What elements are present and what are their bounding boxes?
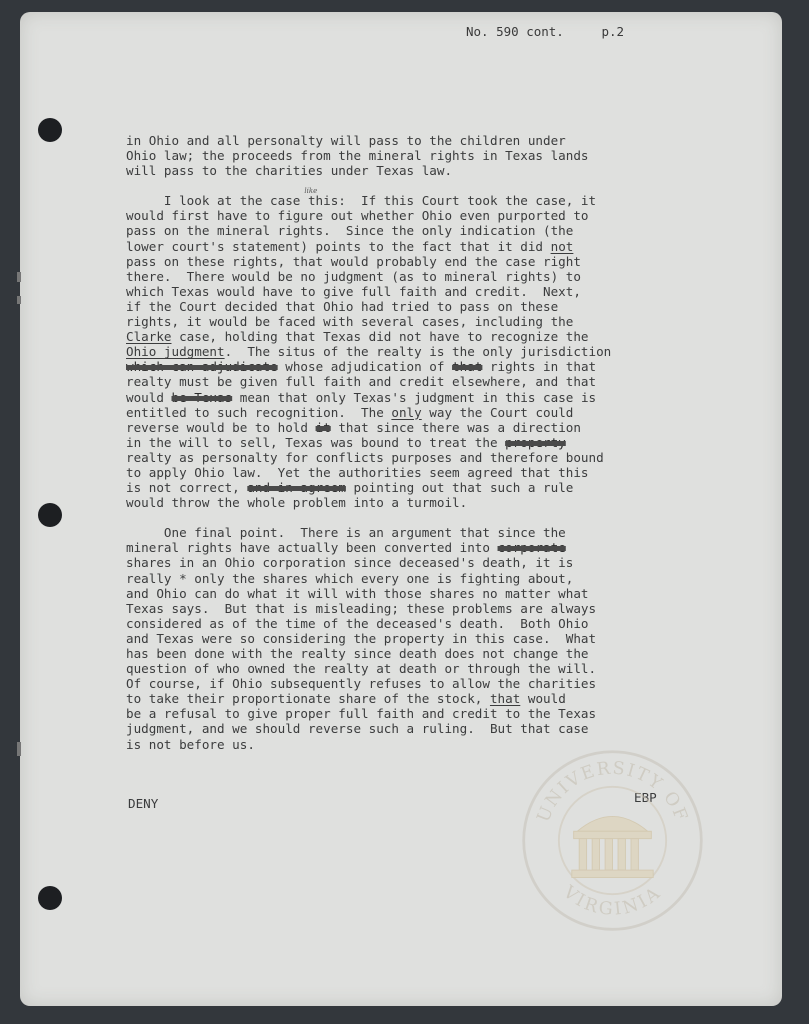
text-line: question of who owned the realty at death or through the will. [126, 661, 597, 677]
text-line: realty as personalty for conflicts purposes and therefore bound [126, 449, 604, 465]
text-line: which Texas would have to give full faith and credit. Next, [126, 283, 581, 299]
text-line: reverse would be to hold it that since there was a direction [126, 419, 581, 435]
text-line: is not before us. [126, 736, 255, 752]
text-line: to apply Ohio law. Yet the authorities seem agreed that this [126, 464, 589, 480]
page-header: No. 590 cont. p.2 [466, 24, 625, 39]
text-line: there. There would be no judgment (as to mineral rights) to [126, 268, 581, 284]
text-line: is not correct, and in agreem pointing out that such a rule [126, 480, 574, 496]
text-line: pass on the mineral rights. Since the only indication (the [126, 223, 574, 239]
binder-hole-top [38, 118, 62, 142]
text-line: mineral rights have actually been converted into corporate [126, 540, 566, 556]
author-initials: EBP [634, 790, 657, 805]
text-line: if the Court decided that Ohio had tried to pass on these [126, 298, 559, 314]
text-line: would be Texas mean that only Texas's judgment in this case is [126, 389, 597, 405]
binder-hole-middle [38, 503, 62, 527]
text-line: Clarke case, holding that Texas did not have to recognize the [126, 329, 589, 345]
text-line: judgment, and we should reverse such a ruling. But that case [126, 721, 589, 737]
text-line: Texas says. But that is misleading; these problems are always [126, 600, 597, 616]
text-line: Ohio law; the proceeds from the mineral rights in Texas lands [126, 148, 589, 164]
text-line: Of course, if Ohio subsequently refuses to allow the charities [126, 676, 597, 692]
text-line: One final point. There is an argument that since the [126, 525, 566, 541]
memo-body [126, 133, 726, 752]
text-line: shares in an Ohio corporation since deceased's death, it is [126, 555, 574, 571]
margin-mark [17, 296, 21, 304]
disposition-deny: DENY [128, 796, 159, 811]
binder-hole-bottom [38, 886, 62, 910]
text-line: rights, it would be faced with several cases, including the [126, 314, 574, 330]
text-line: realty must be given full faith and credit elsewhere, and that [126, 374, 597, 390]
text-line: to take their proportionate share of the stock, that would [126, 691, 566, 707]
text-line: would throw the whole problem into a turmoil. [126, 495, 468, 511]
text-line: lower court's statement) points to the fact that it did not [126, 238, 574, 254]
text-line: I look at the case like this: If this Court took the case, it [126, 193, 726, 208]
text-line: will pass to the charities under Texas law. [126, 163, 453, 179]
handwritten-insert: like [304, 187, 318, 196]
text-line: in Ohio and all personalty will pass to the children under [126, 133, 566, 148]
text-line: really * only the shares which every one is fighting about, [126, 570, 574, 586]
text-line: Ohio judgment. The situs of the realty is the only jurisdiction [126, 344, 612, 360]
margin-mark [17, 742, 21, 756]
text-line: considered as of the time of the deceased's death. Both Ohio [126, 615, 589, 631]
text-line: and Texas were so considering the property in this case. What [126, 630, 597, 646]
text-line: entitled to such recognition. The only way the Court could [126, 404, 574, 420]
text-line: be a refusal to give proper full faith and credit to the Texas [126, 706, 597, 722]
text-line: and Ohio can do what it will with those shares no matter what [126, 585, 589, 601]
text-line: which can adjudicate whose adjudication of that rights in that [126, 359, 597, 375]
university-seal-watermark [520, 748, 705, 933]
seal-text-bottom: VIRGINIA [559, 882, 666, 920]
rotunda-icon [572, 816, 653, 877]
text-line: would first have to figure out whether Ohio even purported to [126, 208, 589, 224]
text-line: pass on these rights, that would probably end the case right [126, 253, 581, 269]
seal-text-top: UNIVERSITY OF [533, 758, 692, 826]
text-line: in the will to sell, Texas was bound to treat the property [126, 434, 566, 450]
text-line: has been done with the realty since death does not change the [126, 646, 589, 661]
margin-mark [17, 272, 21, 282]
